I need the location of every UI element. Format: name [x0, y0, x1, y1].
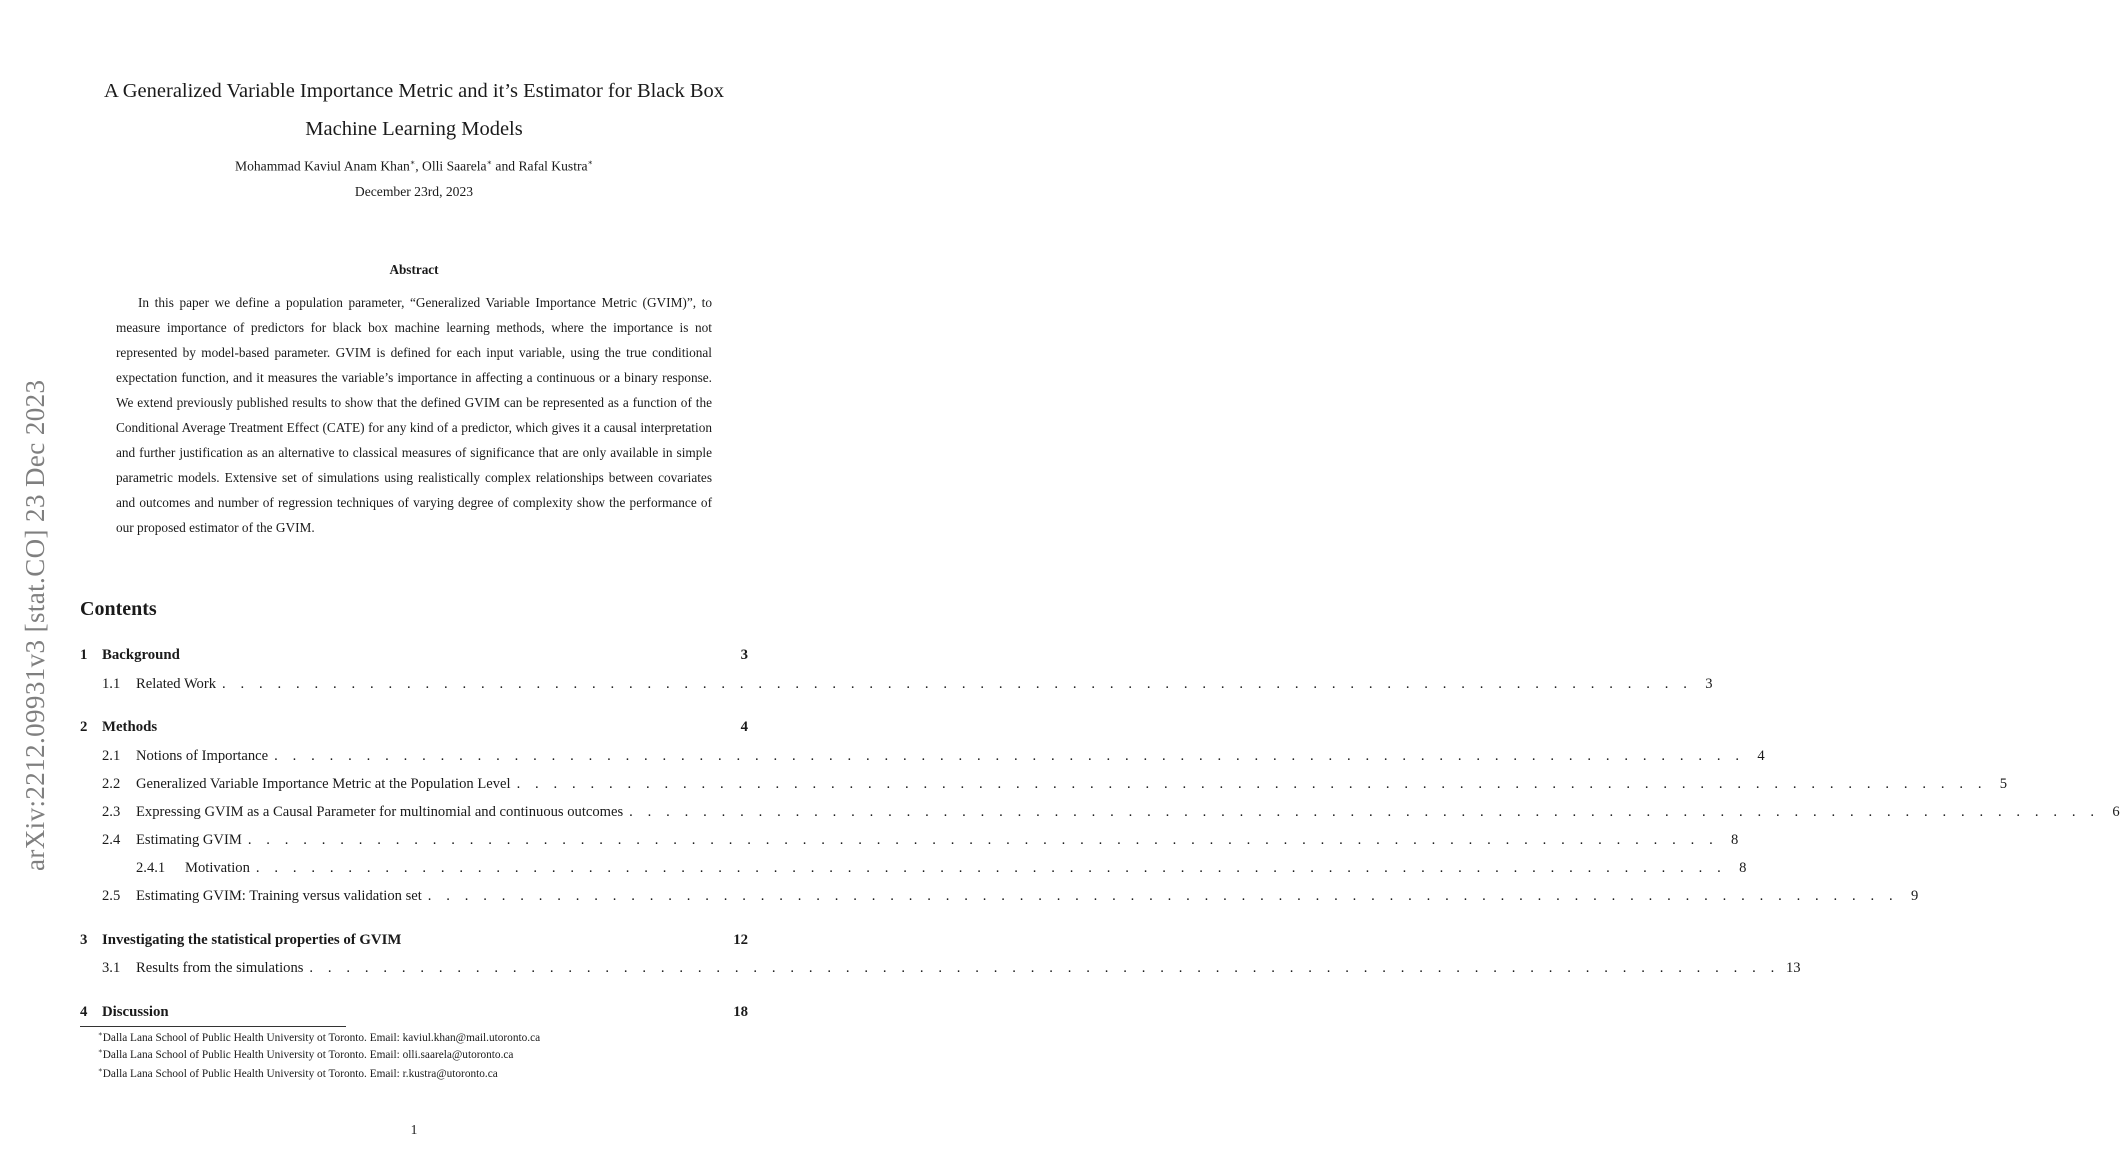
toc-leader-dots: . . . . . . . . . . . . . . . . . . . . . . . . . . . . . . . . . . . . . . . . . . . . . . . . . . . . . . . . . . . . . . . . . . . . . . . . . . . . . . . . — [222, 676, 1693, 692]
toc-leader-dots: . . . . . . . . . . . . . . . . . . . . . . . . . . . . . . . . . . . . . . . . . . . . . . . . . . . . . . . . . . . . . . . . . . . . . . . . . . . . . . . . — [274, 748, 1745, 764]
footnote-mark: ∗ — [98, 1066, 103, 1074]
toc-entry[interactable] — [80, 804, 2120, 824]
toc-entry[interactable] — [80, 832, 1739, 852]
title-line-2: Machine Learning Models — [305, 118, 523, 140]
toc-entry[interactable] — [80, 676, 1713, 696]
author-name: Olli Saarela — [422, 158, 487, 174]
toc-entry-number: 1 — [80, 647, 88, 663]
paper-title — [80, 72, 748, 148]
contents-heading: Contents — [80, 598, 157, 620]
toc-entry-title: Methods — [102, 719, 158, 735]
toc-entry-page: 12 — [733, 932, 748, 948]
toc-entry-page: 4 — [740, 719, 748, 735]
toc-entry-page: 4 — [1757, 748, 1765, 764]
toc-entry-number: 1.1 — [102, 676, 121, 692]
toc-entry-page: 6 — [2112, 804, 2120, 820]
toc-entry[interactable] — [80, 932, 748, 952]
toc-entry-title: Background — [102, 647, 180, 663]
toc-entry[interactable] — [80, 960, 1801, 980]
arxiv-identifier: arXiv:2212.09931v3 [stat.CO] 23 Dec 2023 — [20, 379, 50, 871]
toc-entry-page: 8 — [1739, 860, 1747, 876]
toc-entry[interactable] — [80, 860, 1747, 880]
toc-entry[interactable] — [80, 1004, 748, 1024]
toc-leader-dots: . . . . . . . . . . . . . . . . . . . . . . . . . . . . . . . . . . . . . . . . . . . . . . . . . . . . . . . . . . . . . . . . . . . . . . . . . . . . . . . . — [255, 860, 1727, 876]
toc-entry-number: 2 — [80, 719, 88, 735]
toc-leader-dots: . . . . . . . . . . . . . . . . . . . . . . . . . . . . . . . . . . . . . . . . . . . . . . . . . . . . . . . . . . . . . . . . . . . . . . . . . . . . . . . . — [629, 804, 2100, 820]
paper-date: December 23rd, 2023 — [354, 184, 474, 199]
toc-entry-title: Expressing GVIM as a Causal Parameter for multinomial and continuous outcomes — [136, 804, 624, 820]
toc-entry[interactable] — [80, 888, 1919, 908]
toc-entry-number: 3.1 — [102, 960, 121, 976]
toc-entry[interactable] — [80, 776, 2008, 796]
footnote — [98, 1030, 540, 1044]
toc-entry-page: 13 — [1785, 960, 1801, 976]
footnote — [98, 1066, 498, 1080]
footnote-text: Dalla Lana School of Public Health University ot Toronto. Email: olli.saarela@utoronto.ca — [102, 1048, 514, 1061]
abstract-text: In this paper we define a population parameter, “Generalized Variable Importance Metric (GVIM)”, to measure importance of predictors for black box machine learning methods, where the importance is not represented by model-based parameter. GVIM is defined for each input variable, using the true conditional expectation function, and it measures the variable’s importance in affecting a continuous or a binary response. We extend previously published results to show that the defined GVIM can be represented as a function of the Conditional Average Treatment Effect (CATE) for any kind of a predictor, which gives it a causal interpretation and further justification as an alternative to classical measures of significance that are only available in simple parametric models. Extensive set of simulations using realistically complex relationships between covariates and outcomes and number of regression techniques of varying degree of complexity show the performance of our proposed estimator of the GVIM. — [116, 295, 712, 535]
toc-entry-number: 2.2 — [102, 776, 121, 792]
footnote-mark: ∗ — [98, 1047, 103, 1055]
title-line-1: A Generalized Variable Importance Metric and it’s Estimator for Black Box — [103, 80, 725, 102]
footnote — [98, 1047, 513, 1061]
toc-entry[interactable] — [80, 647, 748, 667]
toc-entry-number: 2.1 — [102, 748, 121, 764]
author-mark: ∗ — [587, 158, 593, 167]
author-mark: ∗ — [409, 158, 416, 167]
footnote-mark: ∗ — [98, 1030, 103, 1038]
toc-entry-number: 2.4 — [102, 832, 121, 848]
toc-entry-title: Related Work — [136, 676, 217, 692]
toc-entry[interactable] — [80, 748, 1765, 768]
toc-entry-title: Estimating GVIM — [136, 832, 242, 848]
toc-leader-dots: . . . . . . . . . . . . . . . . . . . . . . . . . . . . . . . . . . . . . . . . . . . . . . . . . . . . . . . . . . . . . . . . . . . . . . . . . . . . . . . . — [247, 832, 1719, 848]
toc-entry-title: Results from the simulations — [136, 960, 304, 976]
author-separator: and — [492, 158, 519, 174]
footnote-text: Dalla Lana School of Public Health University ot Toronto. Email: kaviul.khan@mail.utoronto.ca — [102, 1031, 541, 1044]
toc-entry-page: 5 — [1999, 776, 2008, 792]
toc-entry-title: Motivation — [185, 860, 250, 876]
toc-entry-page: 3 — [1705, 676, 1713, 692]
footnote-rule — [80, 1026, 346, 1027]
toc-entry-page: 9 — [1911, 888, 1919, 904]
author-name: Mohammad Kaviul Anam Khan — [235, 158, 410, 174]
author-mark: ∗ — [486, 158, 493, 167]
toc-entry-page: 3 — [740, 647, 748, 663]
toc-leader-dots: . . . . . . . . . . . . . . . . . . . . . . . . . . . . . . . . . . . . . . . . . . . . . . . . . . . . . . . . . . . . . . . . . . . . . . . . . . . . . . . . — [427, 888, 1899, 904]
page-number: 1 — [410, 1122, 418, 1137]
toc-entry-title: Notions of Importance — [136, 748, 269, 764]
toc-leader-dots: . . . . . . . . . . . . . . . . . . . . . . . . . . . . . . . . . . . . . . . . . . . . . . . . . . . . . . . . . . . . . . . . . . . . . . . . . . . . . . . . — [516, 776, 1988, 792]
toc-entry-number: 3 — [80, 932, 88, 948]
toc-entry-title: Discussion — [102, 1004, 169, 1020]
toc-entry-number: 2.3 — [102, 804, 121, 820]
abstract-heading: Abstract — [389, 262, 439, 277]
toc-entry-title: Investigating the statistical properties of GVIM — [102, 932, 402, 948]
toc-leader-dots: . . . . . . . . . . . . . . . . . . . . . . . . . . . . . . . . . . . . . . . . . . . . . . . . . . . . . . . . . . . . . . . . . . . . . . . . . . . . . . . . — [309, 960, 1780, 976]
toc-entry-page: 18 — [733, 1004, 748, 1020]
toc-entry-number: 2.4.1 — [136, 860, 166, 876]
toc-entry[interactable] — [80, 719, 748, 739]
toc-entry-page: 8 — [1731, 832, 1739, 848]
toc-entry-title: Estimating GVIM: Training versus validation set — [136, 888, 422, 904]
author-list — [80, 158, 748, 175]
author-separator: , — [415, 158, 423, 174]
author-name: Rafal Kustra — [518, 158, 588, 174]
toc-entry-number: 4 — [80, 1004, 88, 1020]
toc-entry-title: Generalized Variable Importance Metric at the Population Level — [136, 776, 511, 792]
footnote-text: Dalla Lana School of Public Health University ot Toronto. Email: r.kustra@utoronto.ca — [102, 1067, 498, 1080]
toc-entry-number: 2.5 — [102, 888, 121, 904]
